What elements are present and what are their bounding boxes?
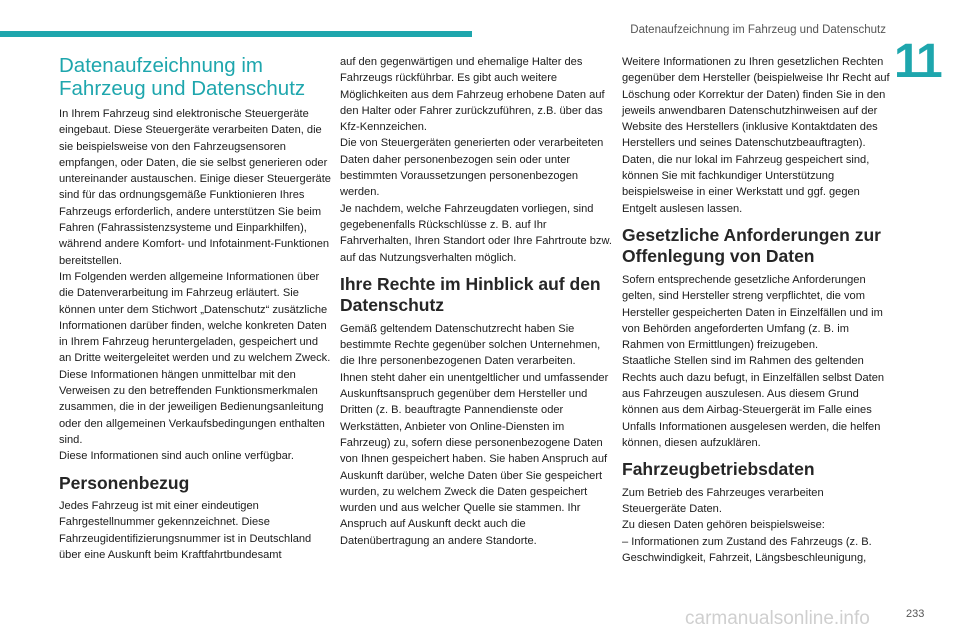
section-heading-anforderungen: Gesetzliche Anforderungen zur Offenlegung von Daten <box>622 224 881 267</box>
column-2 <box>340 54 612 549</box>
column-3 <box>622 54 890 566</box>
paragraph: Jedes Fahrzeug ist mit einer eindeutigen Fahrgestellnummer gekennzeichnet. Diese Fahrzeugidentifizierungsnummer ist in Deutschland über eine Auskunft beim Kraftfahrtbundesamt <box>59 500 312 561</box>
paragraph: Diese Informationen sind auch online verfügbar. <box>59 450 294 463</box>
paragraph: Ihnen steht daher ein unentgeltlicher und umfassender Auskunftsanspruch gegenüber dem Hersteller und Dritten (z. B. beauftragte Pannendienste oder Werkstätten, Anbieter von Online-Diensten im Fahrzeug) zu, sofern diese personenbezogene Daten von Ihnen gespeichert haben. Sie haben Anspruch auf Auskunft darüber, welche Daten über Sie gespeichert wurden, zu welchem Zweck die Daten gespeichert wurden und aus welcher Quelle sie stammen. Ihr Anspruch auf Auskunft deckt auch die Datenübertragung an andere Standorte. <box>340 371 609 547</box>
page-number: 233 <box>906 608 925 620</box>
list-item: – Informationen zum Zustand des Fahrzeugs (z. B. Geschwindigkeit, Fahrzeit, Längsbeschleunigung, <box>622 535 872 564</box>
running-header: Datenaufzeichnung im Fahrzeug und Datenschutz <box>630 24 886 36</box>
chapter-number: 11 <box>894 35 941 88</box>
paragraph: auf den gegenwärtigen und ehemalige Halter des Fahrzeugs rückführbar. Es gibt auch weitere Möglichkeiten aus dem Fahrzeug erhobene Daten auf den Halter oder Fahrer zurückzuführen, z.B. über das Kfz-Kennzeichen. <box>340 56 605 134</box>
paragraph: Die von Steuergeräten generierten oder verarbeiteten Daten daher personenbezogen sein oder unter bestimmten Voraussetzungen personenbezogen werden. <box>340 137 604 199</box>
paragraph: Sofern entsprechende gesetzliche Anforderungen gelten, sind Hersteller streng verpflichtet, die vom Hersteller gespeicherten Daten in Einzelfällen und im von Behörden angeforderten Umfang (z. B. im Rahmen von Ermittlungen) freizugeben. <box>622 273 883 352</box>
watermark: carmanualsonline.info <box>685 608 870 629</box>
paragraph: Staatliche Stellen sind im Rahmen des geltenden Rechts auch dazu befugt, in Einzelfällen selbst Daten aus Fahrzeugen auszulesen. Aus diesem Grund können aus dem Airbag-Steuergerät im Falle eines Unfalls Informationen ausgelesen werden, die helfen können, diesen aufzuklären. <box>622 355 885 449</box>
section-heading-rechte: Ihre Rechte im Hinblick auf den Datenschutz <box>340 273 601 316</box>
paragraph: Daten, die nur lokal im Fahrzeug gespeichert sind, können Sie mit fachkundiger Unterstützung beispielsweise in einer Werkstatt und ggf. gegen Entgelt auslesen lassen. <box>622 153 870 215</box>
section-heading-personenbezug: Personenbezug <box>59 472 190 493</box>
paragraph: Im Folgenden werden allgemeine Informationen über die Datenverarbeitung im Fahrzeug erläutert. Sie können unter dem Stichwort „Datenschutz“ zusätzliche Informationen darüber finden, welche konkreten Daten in Ihrem Fahrzeug heruntergeladen, gespeichert und an Dritte weitergeleitet werden und zu welchem Zweck. Diese Informationen hängen unmittelbar mit den Verweisen zu den betreffenden Funktionsmerkmalen zusammen, die in der jeweiligen Bedienungsanleitung oder den allgemeinen Verkaufsbedingungen enthalten sind. <box>59 270 331 446</box>
paragraph: In Ihrem Fahrzeug sind elektronische Steuergeräte eingebaut. Diese Steuergeräte verarbeiten Daten, die sie beispielsweise von den Fahrzeugsensoren empfangen, oder Daten, die sie selbst generieren oder untereinander austauschen. Einige dieser Steuergeräte sind für das ordnungsgemäße Funktionieren Ihres Fahrzeugs erforderlich, andere unterstützen Sie beim Fahren (Fahrassistenzsysteme und Einparkhilfen), während andere Komfort- und Infotainment-Funktionen bereitstellen. <box>59 108 331 267</box>
header-accent-bar <box>0 31 472 37</box>
paragraph: Gemäß geltendem Datenschutzrecht haben Sie bestimmte Rechte gegenüber solchen Unternehmen, die Ihre personenbezogenen Daten verarbeiten. <box>340 322 601 368</box>
section-heading-betriebsdaten: Fahrzeugbetriebsdaten <box>622 459 815 480</box>
paragraph: Zum Betrieb des Fahrzeuges verarbeiten Steuergeräte Daten. <box>622 486 824 516</box>
paragraph: Je nachdem, welche Fahrzeugdaten vorliegen, sind gegebenenfalls Rückschlüsse z. B. auf Ihr Fahrverhalten, Ihren Standort oder Ihre Fahrtroute bzw. auf das Nutzungsverhalten möglich. <box>340 202 612 264</box>
paragraph: Zu diesen Daten gehören beispielsweise: <box>622 519 825 532</box>
column-1 <box>59 54 331 563</box>
page-title: Datenaufzeichnung im Fahrzeug und Datenschutz <box>59 54 306 100</box>
paragraph: Weitere Informationen zu Ihren gesetzlichen Rechten gegenüber dem Hersteller (beispielweise Ihr Recht auf Löschung oder Korrektur der Daten) finden Sie in den jeweils anwendbaren Datenschutzhinweisen auf der Website des Herstellers (inklusive Kontaktdaten des Herstellers und seines Datenschutzbeauftragten). <box>622 56 890 150</box>
